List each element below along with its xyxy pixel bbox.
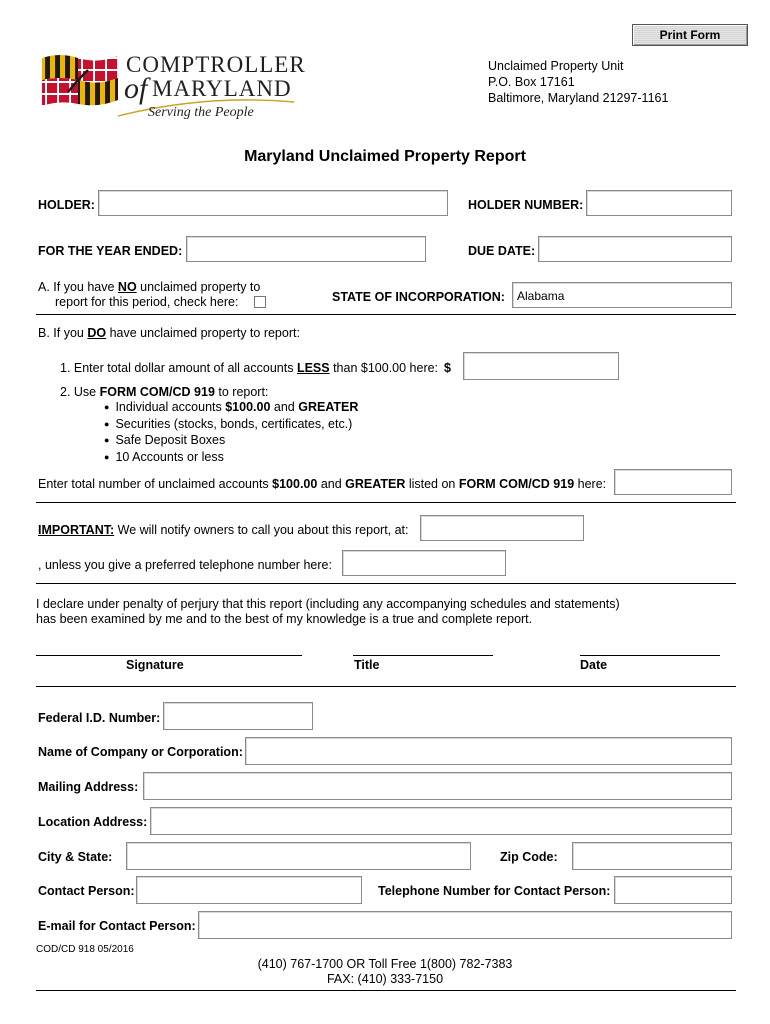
footer-contact [0,957,770,987]
address-line3: Baltimore, Maryland 21297-1161 [488,91,669,105]
city-state-input[interactable] [126,842,471,870]
logo-tagline: Serving the People [148,105,254,120]
footer-fax: FAX: (410) 333-7150 [326,972,444,986]
logo-line1: COMPTROLLER [126,52,306,77]
no-property-checkbox[interactable] [254,296,266,308]
comptroller-logo [40,50,306,125]
company-input[interactable] [245,737,732,765]
print-form-button[interactable]: Print Form [632,24,748,46]
section-b-do: DO [87,326,107,340]
item2-text2: to report: [214,385,269,399]
bullet-text: Safe Deposit Boxes [115,433,226,447]
location-address-label: Location Address: [38,815,148,829]
address-line1: Unclaimed Property Unit [488,59,624,73]
logo-of: of [124,72,148,105]
item2-bullet-list [104,400,358,466]
bullet-item [104,433,358,450]
total-text: and [317,477,346,491]
declaration-line2: has been examined by me and to the best of my knowledge is a true and complete report. [36,612,533,626]
location-address-input[interactable] [150,807,732,835]
footer-divider [36,990,736,991]
footer-phone: (410) 767-1700 OR Toll Free 1(800) 782-7383 [257,957,513,971]
dollar-sign: $ [444,361,451,375]
maryland-flag-icon [40,52,120,110]
preferred-phone-input[interactable] [342,550,506,576]
section-a-no: NO [117,280,137,294]
item1-text: 1. Enter total dollar amount of all accounts [60,361,297,375]
item2-text: 2. Use [60,385,100,399]
state-incorporation-input[interactable] [512,282,732,308]
divider [36,686,736,687]
important-label: IMPORTANT: [38,523,115,537]
section-a-text2: unclaimed property to [136,280,261,294]
due-date-label: DUE DATE: [468,244,536,258]
section-b-intro [38,326,300,340]
bullet-text: Individual accounts [115,400,226,414]
section-b-text2: have unclaimed property to report: [106,326,300,340]
city-state-label: City & State: [38,850,113,864]
section-a-line2: report for this period, check here: [55,295,239,309]
item1-less: LESS [296,361,330,375]
total-text: Enter total number of unclaimed accounts [38,477,273,491]
mailing-address-block [488,58,668,106]
divider [36,502,736,503]
bullet-item [104,417,358,434]
total-bold: FORM COM/CD 919 [458,477,575,491]
fein-label: Federal I.D. Number: [38,711,161,725]
total-bold: $100.00 [272,477,318,491]
year-ended-input[interactable] [186,236,426,262]
company-label: Name of Company or Corporation: [38,745,243,759]
total-text: here: [574,477,607,491]
zip-code-label: Zip Code: [500,850,558,864]
section-b-item1 [60,361,451,375]
date-label: Date [580,658,608,672]
form-id: COD/CD 918 05/2016 [36,944,134,955]
state-incorporation-label: STATE OF INCORPORATION: [332,290,505,304]
bullet-item [104,400,358,417]
mailing-address-input[interactable] [143,772,732,800]
fein-input[interactable] [163,702,313,730]
preferred-phone-label: , unless you give a preferred telephone number here: [38,558,332,572]
title-line[interactable] [353,655,493,656]
signature-line[interactable] [36,655,302,656]
declaration [36,597,620,627]
contact-person-label: Contact Person: [38,884,135,898]
bullet-text: and [270,400,299,414]
less-than-100-amount-input[interactable] [463,352,619,380]
contact-email-input[interactable] [198,911,732,939]
bullet-text: 10 Accounts or less [115,449,224,464]
logo-line2: MARYLAND [152,76,292,101]
bullet-bold: GREATER [298,400,359,414]
contact-phone-label: Telephone Number for Contact Person: [378,884,611,898]
due-date-input[interactable] [538,236,732,262]
bullet-item [104,450,358,467]
divider [36,314,736,315]
important-text: We will notify owners to call you about this report, at: [114,523,409,537]
declaration-line1: I declare under penalty of perjury that this report (including any accompanying schedules and statements) [36,597,620,611]
state-incorporation-value: Alabama [517,289,565,303]
divider [36,583,736,584]
item2-form: FORM COM/CD 919 [99,385,215,399]
item1-text2: than $100.00 here: [329,361,439,375]
total-bold: GREATER [345,477,406,491]
total-accounts-input[interactable] [614,469,732,495]
total-text: listed on [405,477,459,491]
holder-number-label: HOLDER NUMBER: [468,198,584,212]
important-notice [38,523,409,537]
section-b-item2 [60,385,268,399]
signature-label: Signature [126,658,184,672]
holder-input[interactable] [98,190,448,216]
address-line2: P.O. Box 17161 [488,75,575,89]
section-a-text: A. If you have [38,280,118,294]
bullet-bold: $100.00 [225,400,271,414]
total-accounts-label [38,477,606,491]
notify-phone-input[interactable] [420,515,584,541]
year-ended-label: FOR THE YEAR ENDED: [38,244,183,258]
holder-number-input[interactable] [586,190,732,216]
contact-person-input[interactable] [136,876,362,904]
bullet-text: Securities (stocks, bonds, certificates, etc.) [115,416,353,431]
date-line[interactable] [580,655,720,656]
page-title: Maryland Unclaimed Property Report [244,148,526,165]
zip-code-input[interactable] [572,842,732,870]
section-b-text: B. If you [38,326,88,340]
holder-label: HOLDER: [38,198,95,212]
section-a-line1 [38,280,260,294]
contact-email-label: E-mail for Contact Person: [38,919,196,933]
mailing-address-label: Mailing Address: [38,780,139,794]
title-label: Title [354,658,380,672]
contact-phone-input[interactable] [614,876,732,904]
